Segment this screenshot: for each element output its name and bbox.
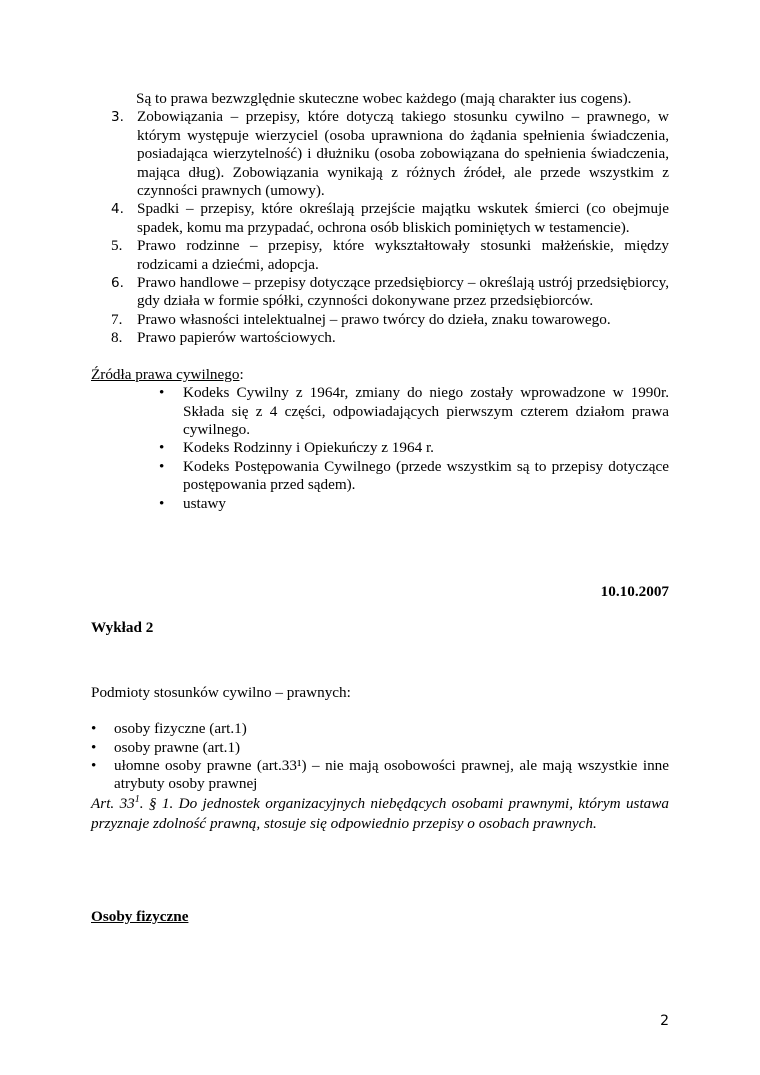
lecture-title: Wykład 2 (91, 619, 154, 637)
list-item (91, 274, 669, 311)
bullet-icon: • (91, 720, 97, 738)
subject-text: osoby prawne (art.1) (114, 738, 241, 756)
list-item-text: Prawo handlowe – przepisy dotyczące przedsiębiorcy – określają ustrój przedsiębiorcy, gdy działa w formie spółki, czynności dokonywane przez przedsiębiorców. (137, 274, 669, 310)
bullet-icon: • (159, 439, 165, 457)
source-text: ustawy (183, 494, 227, 512)
list-item (91, 200, 669, 237)
law-branches-list (91, 108, 669, 347)
list-item-text: Spadki – przepisy, które określają przejście majątku wskutek śmierci (co obejmuje spadek, komu ma przypadać, ochrona osób bliskich pominiętych w testamencie). (137, 200, 669, 236)
list-item (91, 439, 669, 457)
list-number: 3. (111, 109, 124, 126)
lecture-date: 10.10.2007 (600, 582, 669, 600)
article-prefix: Art. 33 (91, 794, 135, 812)
bullet-icon: • (91, 756, 97, 774)
list-item (91, 739, 669, 757)
intro-line: Są to prawa bezwzględnie skuteczne wobec każdego (mają charakter ius cogens). (136, 90, 632, 107)
subject-text: ułomne osoby prawne (art.33¹) – nie mają osobowości prawnej, ale mają wszystkie inne atrybuty osoby prawnej (114, 756, 669, 793)
bullet-icon: • (91, 738, 97, 756)
list-item-text: Prawo rodzinne – przepisy, które wykształtowały stosunki małżeńskie, między rodzicami a dziećmi, adopcja. (137, 237, 669, 273)
bullet-icon: • (159, 494, 165, 512)
section-heading: Osoby fizyczne (91, 907, 189, 925)
subject-text: osoby fizyczne (art.1) (114, 720, 247, 738)
list-number: 5. (111, 237, 123, 255)
page-content (91, 90, 669, 926)
article-quote (91, 794, 669, 834)
list-number: 8. (111, 329, 123, 347)
source-text: Kodeks Postępowania Cywilnego (przede wszystkim są to przepisy dotyczące postępowania przed sądem). (183, 457, 669, 494)
bullet-icon: • (159, 457, 165, 475)
list-item (91, 108, 669, 200)
list-item (91, 495, 669, 513)
source-text: Kodeks Rodzinny i Opiekuńczy z 1964 r. (183, 439, 434, 457)
sources-heading-colon: : (239, 365, 244, 383)
list-item (91, 757, 669, 794)
list-item (91, 311, 669, 329)
page-number: 2 (660, 1013, 669, 1029)
list-item (91, 329, 669, 347)
list-item (91, 458, 669, 495)
bullet-icon: • (159, 384, 165, 402)
sources-heading-line (91, 366, 669, 384)
list-number: 7. (111, 310, 123, 328)
list-number: 4. (111, 201, 124, 218)
article-superscript: 1 (134, 793, 140, 805)
list-item (91, 237, 669, 274)
article-text: . § 1. Do jednostek organizacyjnych niebędących osobami prawnymi, którym ustawa przyznaje zdolność prawną, stosuje się odpowiednio przepisy o osobach prawnych. (91, 794, 669, 832)
subjects-heading: Podmioty stosunków cywilno – prawnych: (91, 683, 351, 701)
list-number: 6. (111, 275, 124, 292)
list-item-text: Prawo własności intelektualnej – prawo twórcy do dzieła, znaku towarowego. (137, 310, 611, 328)
list-item (91, 384, 669, 439)
sources-heading: Źródła prawa cywilnego (91, 365, 240, 383)
source-text: Kodeks Cywilny z 1964r, zmiany do niego zostały wprowadzone w 1990r. Składa się z 4 części, odpowiadających pierwszym czterem działom prawa cywilnego. (183, 384, 669, 438)
list-item-text: Prawo papierów wartościowych. (137, 329, 336, 347)
subjects-list (91, 720, 669, 794)
list-item (91, 720, 669, 738)
list-item-text: Zobowiązania – przepisy, które dotyczą takiego stosunku cywilno – prawnego, w którym występuje wierzyciel (osoba uprawniona do żądania spełnienia świadczenia, posiadająca wierzytelność) i dłużniku (osoba zobowiązana do spełnienia świadczenia, mająca dług). Zobowiązania wynikają z różnych źródeł, ale przede wszystkim z czynności prawnych (umowy). (137, 108, 669, 200)
sources-list (91, 384, 669, 513)
